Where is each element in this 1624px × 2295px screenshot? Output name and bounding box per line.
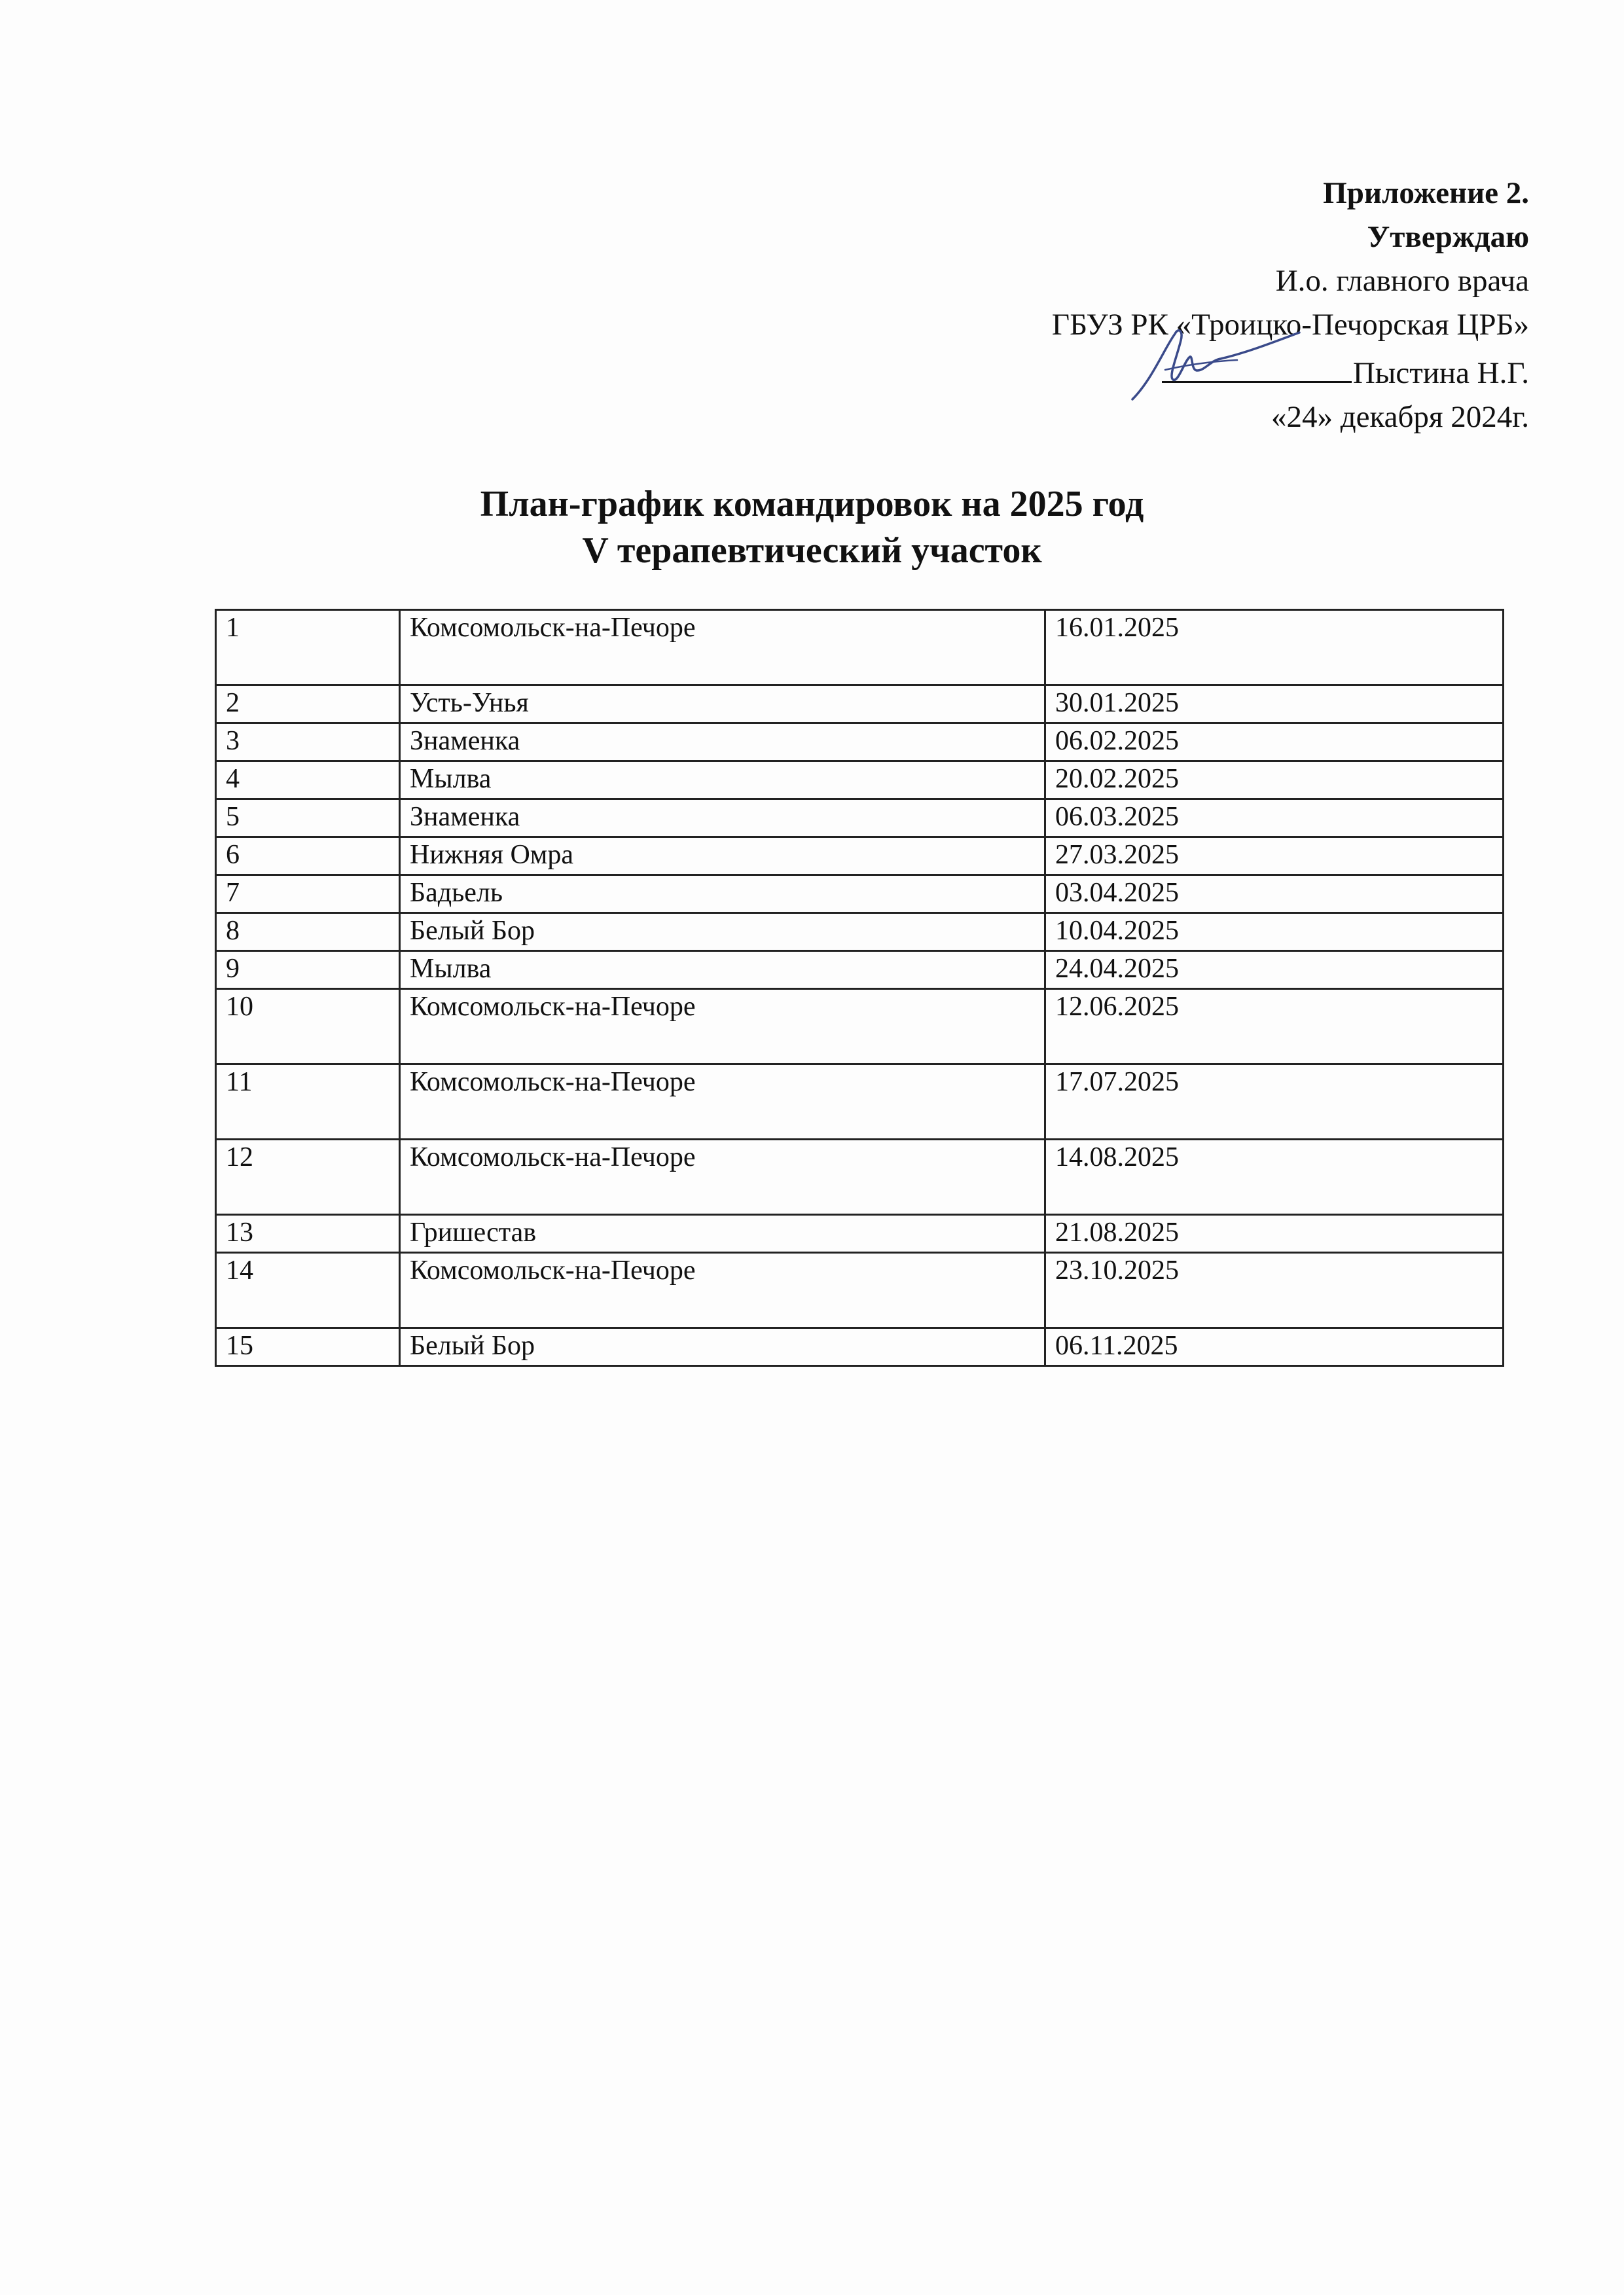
organization-name: ГБУЗ РК «Троицко-Печорская ЦРБ» [1051,308,1529,342]
table-row [216,610,1504,685]
row-number-cell: 4 [216,761,400,799]
table-row [216,989,1504,1064]
date-cell: 06.03.2025 [1045,799,1504,837]
table-row [216,1140,1504,1215]
approver-position: И.о. главного врача [1275,264,1529,298]
date-cell: 12.06.2025 [1045,989,1504,1064]
row-number-cell: 11 [216,1064,400,1140]
table-row [216,799,1504,837]
table-row [216,837,1504,875]
approve-label: Утверждаю [1367,220,1529,254]
date-cell: 17.07.2025 [1045,1064,1504,1140]
table-row [216,761,1504,799]
place-cell: Знаменка [400,799,1045,837]
date-cell: 23.10.2025 [1045,1253,1504,1328]
approval-date: «24» декабря 2024г. [1271,400,1529,434]
row-number-cell: 12 [216,1140,400,1215]
row-number-cell: 3 [216,723,400,761]
table-row [216,1215,1504,1253]
date-cell: 14.08.2025 [1045,1140,1504,1215]
date-cell: 27.03.2025 [1045,837,1504,875]
date-cell: 03.04.2025 [1045,875,1504,913]
place-cell: Комсомольск-на-Печоре [400,610,1045,685]
schedule-table-body [216,610,1504,1366]
date-cell: 10.04.2025 [1045,913,1504,951]
table-row [216,875,1504,913]
row-number-cell: 15 [216,1328,400,1366]
place-cell: Комсомольск-на-Печоре [400,1253,1045,1328]
row-number-cell: 9 [216,951,400,989]
schedule-table [215,609,1504,1367]
place-cell: Комсомольск-на-Печоре [400,1140,1045,1215]
date-cell: 24.04.2025 [1045,951,1504,989]
date-cell: 16.01.2025 [1045,610,1504,685]
document-title [0,481,1624,574]
table-row [216,1253,1504,1328]
table-row [216,685,1504,723]
place-cell: Гришестав [400,1215,1045,1253]
row-number-cell: 8 [216,913,400,951]
signatory-name: Пыстина Н.Г. [1352,356,1529,390]
place-cell: Белый Бор [400,913,1045,951]
date-cell: 30.01.2025 [1045,685,1504,723]
place-cell: Мылва [400,761,1045,799]
place-cell: Комсомольск-на-Печоре [400,989,1045,1064]
row-number-cell: 6 [216,837,400,875]
table-row [216,913,1504,951]
date-cell: 20.02.2025 [1045,761,1504,799]
handwritten-signature [1113,308,1309,406]
place-cell: Мылва [400,951,1045,989]
row-number-cell: 5 [216,799,400,837]
row-number-cell: 13 [216,1215,400,1253]
title-line-1: План-график командировок на 2025 год [480,484,1144,524]
place-cell: Усть-Унья [400,685,1045,723]
date-cell: 06.02.2025 [1045,723,1504,761]
date-cell: 21.08.2025 [1045,1215,1504,1253]
place-cell: Белый Бор [400,1328,1045,1366]
row-number-cell: 1 [216,610,400,685]
table-row [216,1328,1504,1366]
table-row [216,723,1504,761]
row-number-cell: 7 [216,875,400,913]
row-number-cell: 2 [216,685,400,723]
table-row [216,1064,1504,1140]
table-row [216,951,1504,989]
place-cell: Нижняя Омра [400,837,1045,875]
place-cell: Бадьель [400,875,1045,913]
title-line-2: V терапевтический участок [582,530,1042,571]
row-number-cell: 10 [216,989,400,1064]
place-cell: Комсомольск-на-Печоре [400,1064,1045,1140]
date-cell: 06.11.2025 [1045,1328,1504,1366]
appendix-label: Приложение 2. [1323,176,1529,210]
row-number-cell: 14 [216,1253,400,1328]
place-cell: Знаменка [400,723,1045,761]
